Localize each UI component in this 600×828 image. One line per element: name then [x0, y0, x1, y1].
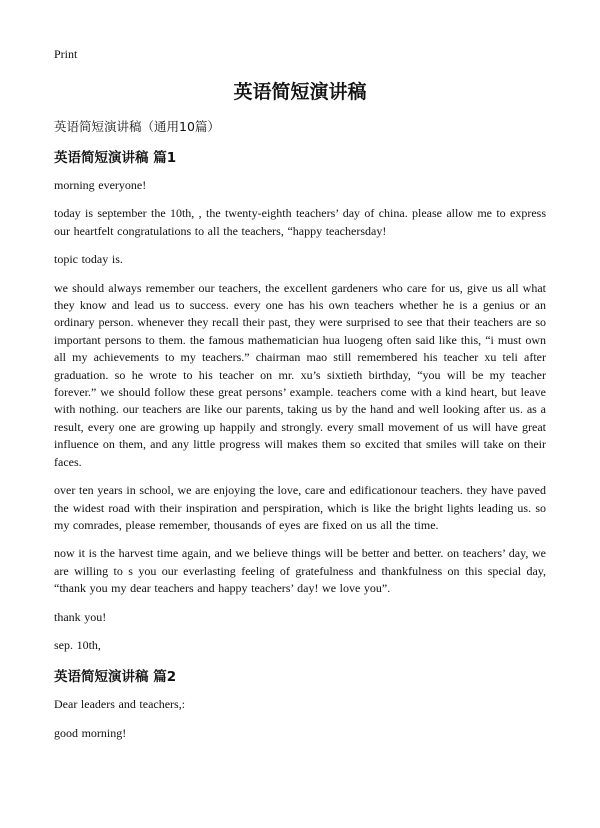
paragraph: sep. 10th,: [54, 637, 101, 652]
paragraph: now it is the harvest time again, and we believe things will be better and better. on teachers’ day, we are willing to s you our everlasting feeling of gratefulness and thankfulness on this special day, “thank you my dear teachers and happy teachers’ day! we love you”.: [54, 546, 546, 596]
section-heading-2: 英语简短演讲稿 篇2: [54, 669, 177, 686]
paragraph: we should always remember our teachers, the excellent gardeners who care for us, give us all what they know and lead us to success. every one has his own teachers whether he is a genius or an ordinary person. whenever they recall their past, they were surprised to see that their teachers are so important persons to them. the famous mathematician hua luogeng often said like this, “i must own all my achievements to my teachers.” chairman mao still remembered his teacher xu teli after graduation. so he wrote to his teacher on mr. xu’s sixtieth birthday, “you will be my teacher forever.” we should follow these great persons’ example. teachers come with a kind heart, but leave with nothing. our teachers are like our parents, taking us by the hand and well looking after us. as a result, every one are growing up happily and strongly. every small movement of us will have great influence on them, and any little progress will makes them so excited that smiles will take on their faces.: [54, 280, 546, 469]
paragraph: morning everyone!: [54, 178, 147, 192]
paragraph: today is september the 10th, , the twenty-eighth teachers’ day of china. please allow me to express our heartfelt congratulations to all the teachers, “happy teachersday!: [54, 206, 546, 238]
document-subtitle: 英语简短演讲稿（通用10篇）: [54, 119, 220, 134]
paragraph: thank you!: [54, 609, 107, 624]
section-heading-1: 英语简短演讲稿 篇1: [54, 150, 177, 166]
print-label: Print: [54, 47, 78, 61]
paragraph: over ten years in school, we are enjoying the love, care and edificationour teachers. they have paved the widest road with their inspiration and perspiration, which is like the bright lights leading us. so my comrades, please remember, thousands of eyes are fixed on us all the time.: [54, 483, 546, 532]
paragraph: Dear leaders and teachers,:: [54, 697, 186, 712]
paragraph: topic today is.: [54, 252, 123, 267]
page-title: 英语简短演讲稿: [233, 81, 367, 103]
paragraph: good morning!: [54, 725, 127, 740]
document-body: [54, 118, 546, 753]
